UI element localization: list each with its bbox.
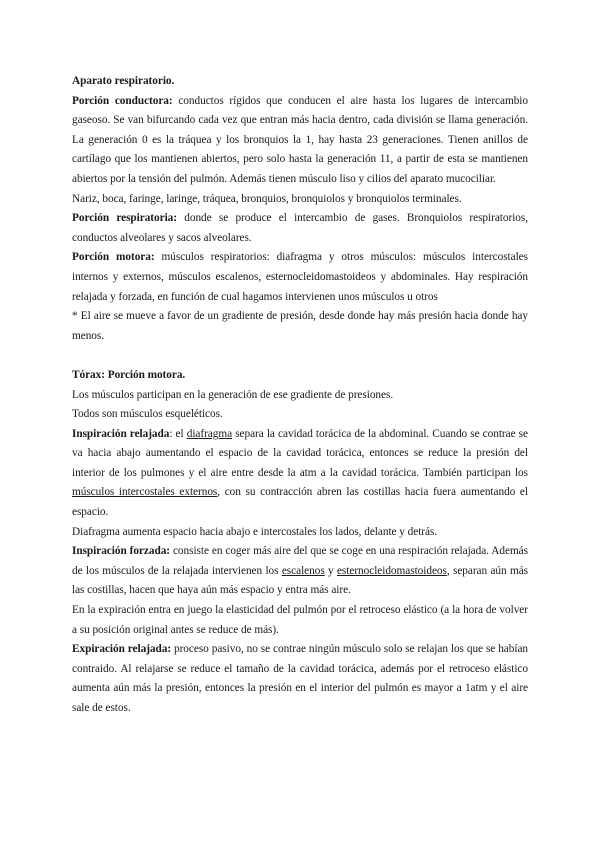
paragraph-expiracion-elasticidad: En la expiración entra en juego la elasticidad del pulmón por el retroceso elástico (a la hora de volver a su posición original antes se reduce de más).: [72, 604, 528, 636]
term-porcion-respiratoria: Porción respiratoria:: [72, 212, 177, 225]
text-porcion-respiratoria: donde se produce el intercambio de gases. Bronquiolos respiratorios, conductos alveolares y sacos alveolares.: [72, 212, 529, 244]
text-inspiracion-forzada-y: y: [324, 564, 337, 577]
text-porcion-motora: músculos respiratorios: diafragma y otros músculos: músculos intercostales internos y externos, músculos escalenos, esternocleidomastoideos y abdominales. Hay respiración relajada y forzada, en función de cual hagamos intervienen unos músculos u otros: [72, 251, 528, 303]
term-porcion-motora: Porción motora:: [72, 251, 155, 264]
text-inspiracion-relajada-a: : el: [169, 427, 187, 440]
paragraph-organos: Nariz, boca, faringe, laringe, tráquea, bronquios, bronquiolos y bronquiolos terminales.: [72, 192, 462, 205]
section-title-torax: Tórax: Porción motora.: [72, 368, 186, 381]
paragraph-inspiracion-relajada: [72, 425, 528, 523]
text-inspiracion-forzada-a: consiste en coger más aire del que se coge en una respiración relajada. Además de los músculos de la relajada intervienen los: [72, 545, 528, 577]
text-porcion-conductora: conductos rígidos que conducen el aire hasta los lugares de intercambio gaseoso. Se van bifurcando cada vez que entran más hacia dentro, cada división se llama generación. La generación 0 es la tráquea y los bronquios la 1, hay hasta 23 generaciones. Tienen anillos de cartílago que los mantienen abiertos, pero solo hasta la generación 11, a partir de esta se mantienen abiertos por la tensión del pulmón. Además tienen músculo liso y cilios del aparato mucociliar.: [72, 94, 528, 185]
term-inspiracion-forzada: Inspiración forzada:: [72, 545, 171, 558]
text-inspiracion-relajada-c: , con su contracción abren las costillas hacia fuera aumentando el espacio.: [72, 486, 528, 519]
paragraph-musculos-esqueleticos: Todos son músculos esqueléticos.: [72, 408, 223, 421]
paragraph-note-gradiente: * El aire se mueve a favor de un gradiente de presión, desde donde hay más presión hacia donde hay menos.: [72, 310, 528, 342]
text-expiracion-relajada: proceso pasivo, no se contrae ningún músculo solo se relajan los que se habían contraido. Al relajarse se reduce el tamaño de la cavidad torácica, además por el retroceso elástico aumenta aún más la presión, entonces la presión en el interior del pulmón es mayor a 1atm y el aire sale de estos.: [72, 643, 529, 714]
term-inspiracion-relajada: Inspiración relajada: [72, 427, 170, 440]
paragraph-musculos-gradiente: Los músculos participan en la generación de ese gradiente de presiones.: [72, 388, 394, 401]
paragraph-motora: [72, 248, 528, 307]
paragraph-conductora: [72, 92, 528, 190]
term-diafragma: diafragma: [186, 427, 233, 440]
paragraph-inspiracion-forzada: [72, 542, 528, 601]
term-esternocleidomastoideos: esternocleidomastoideos: [336, 564, 447, 577]
term-porcion-conductora: Porción conductora:: [72, 94, 173, 107]
term-intercostales-externos: músculos intercostales externos: [72, 486, 218, 499]
paragraph-expiracion-relajada: [72, 640, 528, 718]
term-escalenos: escalenos: [281, 564, 325, 577]
section-title-aparato: Aparato respiratorio.: [72, 75, 175, 87]
term-expiracion-relajada: Expiración relajada:: [72, 643, 172, 656]
text-inspiracion-forzada-b: , separan aún más las costillas, hacen que haya aún más espacio y entra más aire.: [72, 564, 528, 597]
paragraph-respiratoria: [72, 209, 528, 248]
spacer: [72, 346, 528, 366]
text-inspiracion-relajada-b: separa la cavidad torácica de la abdominal. Cuando se contrae se va hacia abajo aumentando el espacio de la cavidad torácica, entonces se reduce la presión del interior de los pulmones y el aire entre desde la atm a la cavidad torácica. También participan los: [72, 427, 528, 479]
paragraph-diafragma-espacio: Diafragma aumenta espacio hacia abajo e intercostales los lados, delante y detrás.: [72, 525, 438, 538]
